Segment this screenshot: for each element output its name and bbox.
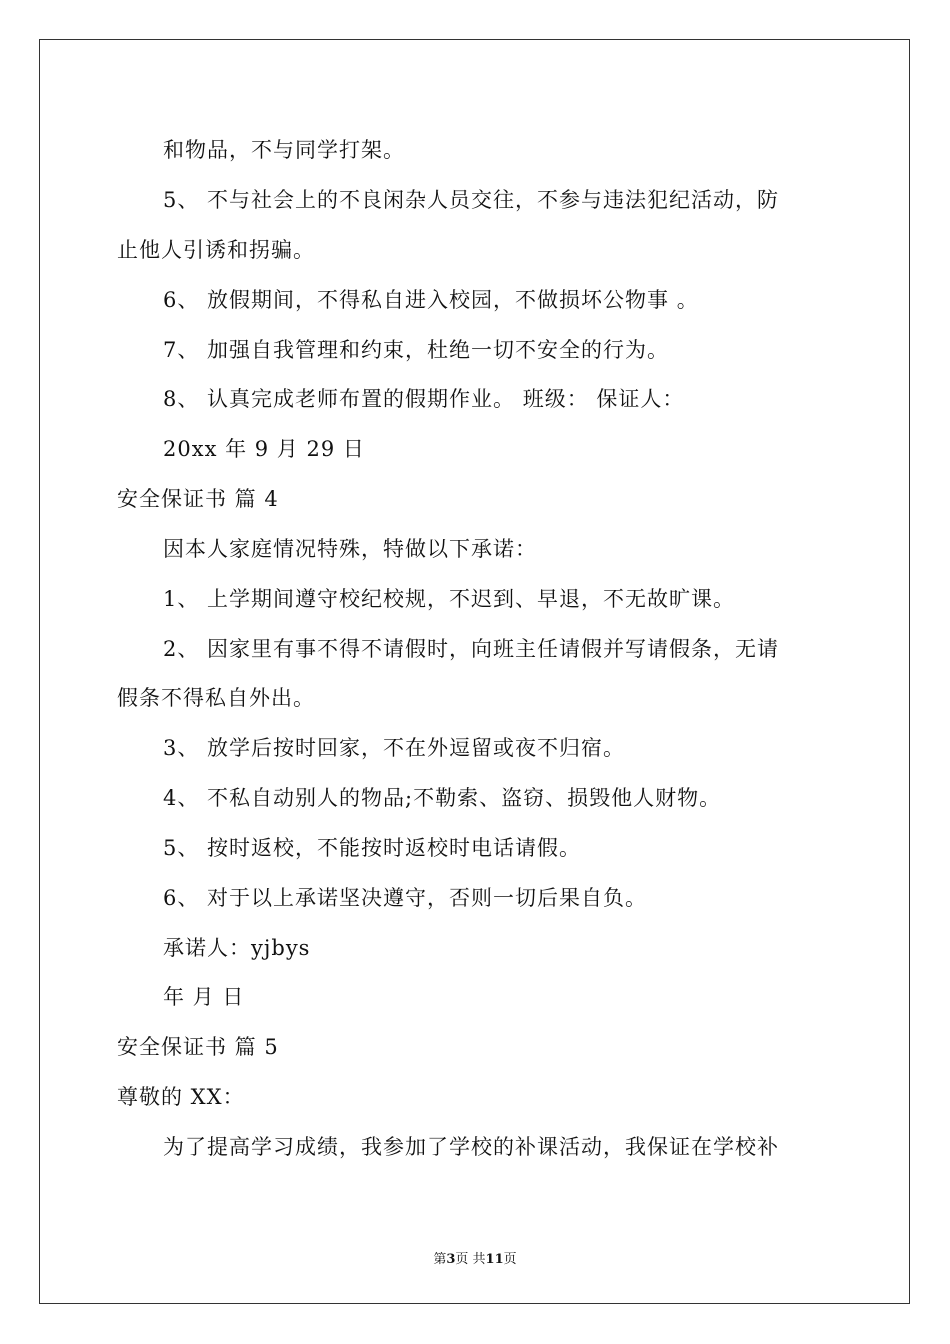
salutation: 尊敬的 XX： <box>117 1085 245 1109</box>
signature-line: 承诺人：yjbys <box>163 936 311 960</box>
text-line: 5、 不与社会上的不良闲杂人员交往，不参与违法犯纪活动，防 <box>163 188 780 212</box>
footer-mid: 页 共 <box>455 1252 486 1267</box>
text-line: 5、 按时返校，不能按时返校时电话请假。 <box>163 836 582 860</box>
footer-prefix: 第 <box>433 1252 447 1267</box>
total-page-count: 11 <box>485 1252 504 1267</box>
text-line: 和物品，不与同学打架。 <box>163 138 405 162</box>
text-line: 止他人引诱和拐骗。 <box>117 238 315 262</box>
date-line: 20xx 年 9 月 29 日 <box>163 437 365 461</box>
date-line: 年 月 日 <box>163 985 245 1009</box>
text-line: 为了提高学习成绩，我参加了学校的补课活动，我保证在学校补 <box>163 1135 779 1159</box>
section-heading: 安全保证书 篇 5 <box>117 1035 279 1059</box>
text-line: 4、 不私自动别人的物品;不勒索、盗窃、损毁他人财物。 <box>163 786 722 810</box>
text-line: 2、 因家里有事不得不请假时，向班主任请假并写请假条，无请 <box>163 637 780 661</box>
text-line: 6、 放假期间，不得私自进入校园，不做损坏公物事 。 <box>163 288 699 312</box>
section-heading: 安全保证书 篇 4 <box>117 487 279 511</box>
text-line: 1、 上学期间遵守校纪校规，不迟到、早退，不无故旷课。 <box>163 587 736 611</box>
text-line: 6、 对于以上承诺坚决遵守，否则一切后果自负。 <box>163 886 648 910</box>
current-page-number: 3 <box>446 1252 456 1267</box>
text-line: 因本人家庭情况特殊，特做以下承诺： <box>163 537 537 561</box>
text-line: 7、 加强自我管理和约束，杜绝一切不安全的行为。 <box>163 338 670 362</box>
footer-suffix: 页 <box>503 1252 517 1267</box>
text-line: 8、 认真完成老师布置的假期作业。 班级： 保证人： <box>163 387 685 411</box>
text-line: 3、 放学后按时回家，不在外逗留或夜不归宿。 <box>163 736 626 760</box>
page-border <box>39 39 910 1304</box>
text-line: 假条不得私自外出。 <box>117 686 315 710</box>
page-footer <box>0 1248 950 1267</box>
